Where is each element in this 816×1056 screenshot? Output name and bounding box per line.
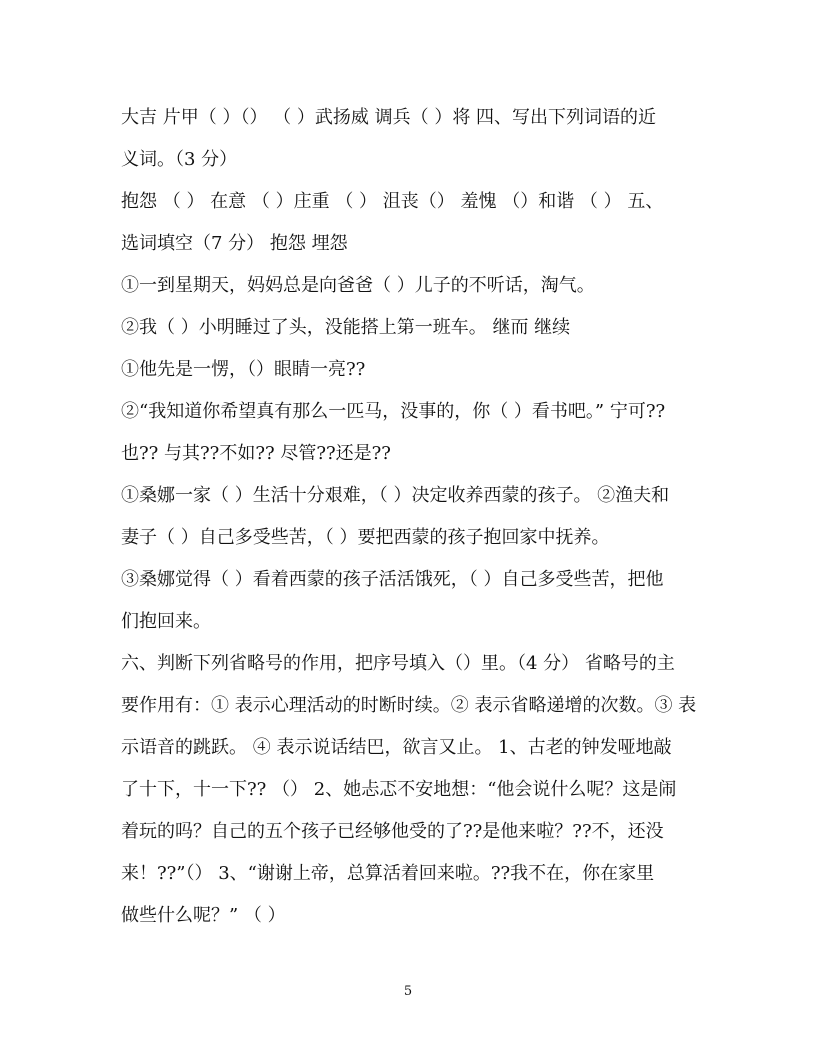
text-line: ①他先是一愣，（）眼睛一亮?? (121, 359, 366, 380)
text-line: 义词。（3 分） (121, 149, 238, 170)
text-line: 选词填空（7 分） 抱怨 埋怨 (121, 233, 348, 254)
text-line: ②“我知道你希望真有那么一匹马，没事的，你（ ）看书吧。” 宁可?? (121, 401, 666, 422)
text-line: 着玩的吗？自己的五个孩子已经够他受的了??是他来啦？??不，还没 (121, 821, 664, 842)
text-line: 做些什么呢？” （ ） (121, 905, 286, 926)
text-line: 要作用有：① 表示心理活动的时断时续。② 表示省略递增的次数。③ 表 (121, 695, 697, 716)
text-line: 们抱回来。 (121, 611, 211, 632)
text-line: 示语音的跳跃。 ④ 表示说话结巴，欲言又止。 1、古老的钟发哑地敲 (121, 737, 672, 758)
text-line: ②我（ ）小明睡过了头，没能搭上第一班车。 继而 继续 (121, 317, 571, 338)
text-line: 也?? 与其??不如?? 尽管??还是?? (121, 443, 391, 464)
text-line: 六、判断下列省略号的作用，把序号填入（）里。（4 分） 省略号的主 (121, 653, 675, 674)
text-line: 了十下，十一下?? （） 2、她忐忑不安地想：“他会说什么呢？这是闹 (121, 779, 677, 800)
text-line: 妻子（ ）自己多受些苦，（ ）要把西蒙的孩子抱回家中抚养。 (121, 527, 610, 548)
text-line: 抱怨 （ ） 在意 （ ）庄重 （ ） 沮丧（） 羞愧 （）和谐 （ ） 五、 (121, 191, 664, 212)
text-line: ③桑娜觉得（ ）看着西蒙的孩子活活饿死，（ ）自己多受些苦，把他 (121, 569, 664, 590)
text-line: 大吉 片甲（ ）（） （ ）武扬威 调兵（ ）将 四、写出下列词语的近 (121, 107, 657, 128)
text-line: ①桑娜一家（ ）生活十分艰难，（ ）决定收养西蒙的孩子。 ②渔夫和 (121, 485, 670, 506)
page-number: 5 (403, 984, 413, 999)
text-line: 来！??”（） 3、“谢谢上帝，总算活着回来啦。??我不在，你在家里 (121, 863, 655, 884)
text-line: ①一到星期天，妈妈总是向爸爸（ ）儿子的不听话，淘气。 (121, 275, 595, 296)
